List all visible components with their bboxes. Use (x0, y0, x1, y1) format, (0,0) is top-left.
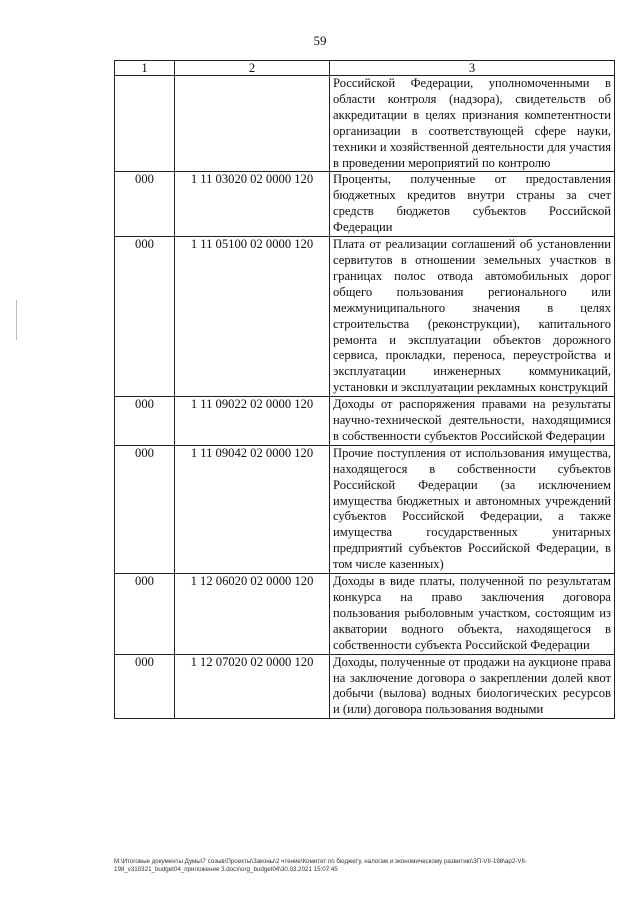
revenue-code-cell: 1 11 09022 02 0000 120 (175, 397, 330, 446)
file-path-footer: М:\Итоговые документы Думы\7 созыв\Проекты\Законы\2 чтение\Комитет по бюджету, налогам и экономическому развитию\ЗП-VII-198\ap2-VII-198_v310321_budget04_приложение 3.docx\org_budget04\30.03.2021 15:07:45 (114, 858, 527, 873)
revenue-name-cell: Доходы от распоряжения правами на результаты научно-технической деятельности, находящимися в собственности субъектов Российской Федерации (330, 397, 615, 446)
margin-mark (16, 300, 17, 340)
admin-code-cell: 000 (115, 445, 175, 573)
table-row (115, 445, 615, 573)
revenue-code-cell: 1 11 09042 02 0000 120 (175, 445, 330, 573)
revenue-codes-table (114, 60, 615, 719)
admin-code-cell: 000 (115, 654, 175, 719)
revenue-name-cell: Доходы в виде платы, полученной по результатам конкурса на право заключения договора пользования рыболовным участком, состоящим из акватории водного объекта, находящегося в собственности субъекта Российской Федерации (330, 574, 615, 655)
admin-code-cell: 000 (115, 574, 175, 655)
column-header-3: 3 (330, 61, 615, 76)
table-row (115, 397, 615, 446)
revenue-code-cell: 1 11 03020 02 0000 120 (175, 172, 330, 237)
admin-code-cell: 000 (115, 237, 175, 397)
revenue-code-cell (175, 76, 330, 172)
revenue-code-cell: 1 11 05100 02 0000 120 (175, 237, 330, 397)
table-row (115, 76, 615, 172)
admin-code-cell (115, 76, 175, 172)
column-header-2: 2 (175, 61, 330, 76)
revenue-code-cell: 1 12 07020 02 0000 120 (175, 654, 330, 719)
revenue-code-cell: 1 12 06020 02 0000 120 (175, 574, 330, 655)
revenue-name-cell: Плата от реализации соглашений об установлении сервитутов в отношении земельных участков в границах полос отвода автомобильных дорог общего пользования регионального или межмуниципального значения в целях строительства (реконструкции), капитального ремонта и эксплуатации объектов дорожного сервиса, прокладки, переноса, переустройства и эксплуатации инженерных коммуникаций, установки и эксплуатации рекламных конструкций (330, 237, 615, 397)
admin-code-cell: 000 (115, 397, 175, 446)
revenue-name-cell: Прочие поступления от использования имущества, находящегося в собственности субъектов Российской Федерации (за исключением имущества бюджетных и автономных учреждений субъектов Российской Федерации, а также имущества государственных унитарных предприятий субъектов Российской Федерации, в том числе казенных) (330, 445, 615, 573)
page-number: 59 (313, 33, 327, 48)
revenue-name-cell: Российской Федерации, уполномоченными в области контроля (надзора), свидетельств об аккредитации в целях признания компетентности организации в соответствующей сфере науки, техники и хозяйственной деятельности для участия в проведении мероприятий по контролю (330, 76, 615, 172)
table-row (115, 237, 615, 397)
revenue-name-cell: Доходы, полученные от продажи на аукционе права на заключение договора о закреплении долей квот добычи (вылова) водных биологических ресурсов и (или) договора пользования водными (330, 654, 615, 719)
table-row (115, 172, 615, 237)
table-row (115, 574, 615, 655)
column-header-1: 1 (115, 61, 175, 76)
revenue-name-cell: Проценты, полученные от предоставления бюджетных кредитов внутри страны за счет средств бюджетов субъектов Российской Федерации (330, 172, 615, 237)
table-row (115, 654, 615, 719)
admin-code-cell: 000 (115, 172, 175, 237)
table-header-row (115, 61, 615, 76)
